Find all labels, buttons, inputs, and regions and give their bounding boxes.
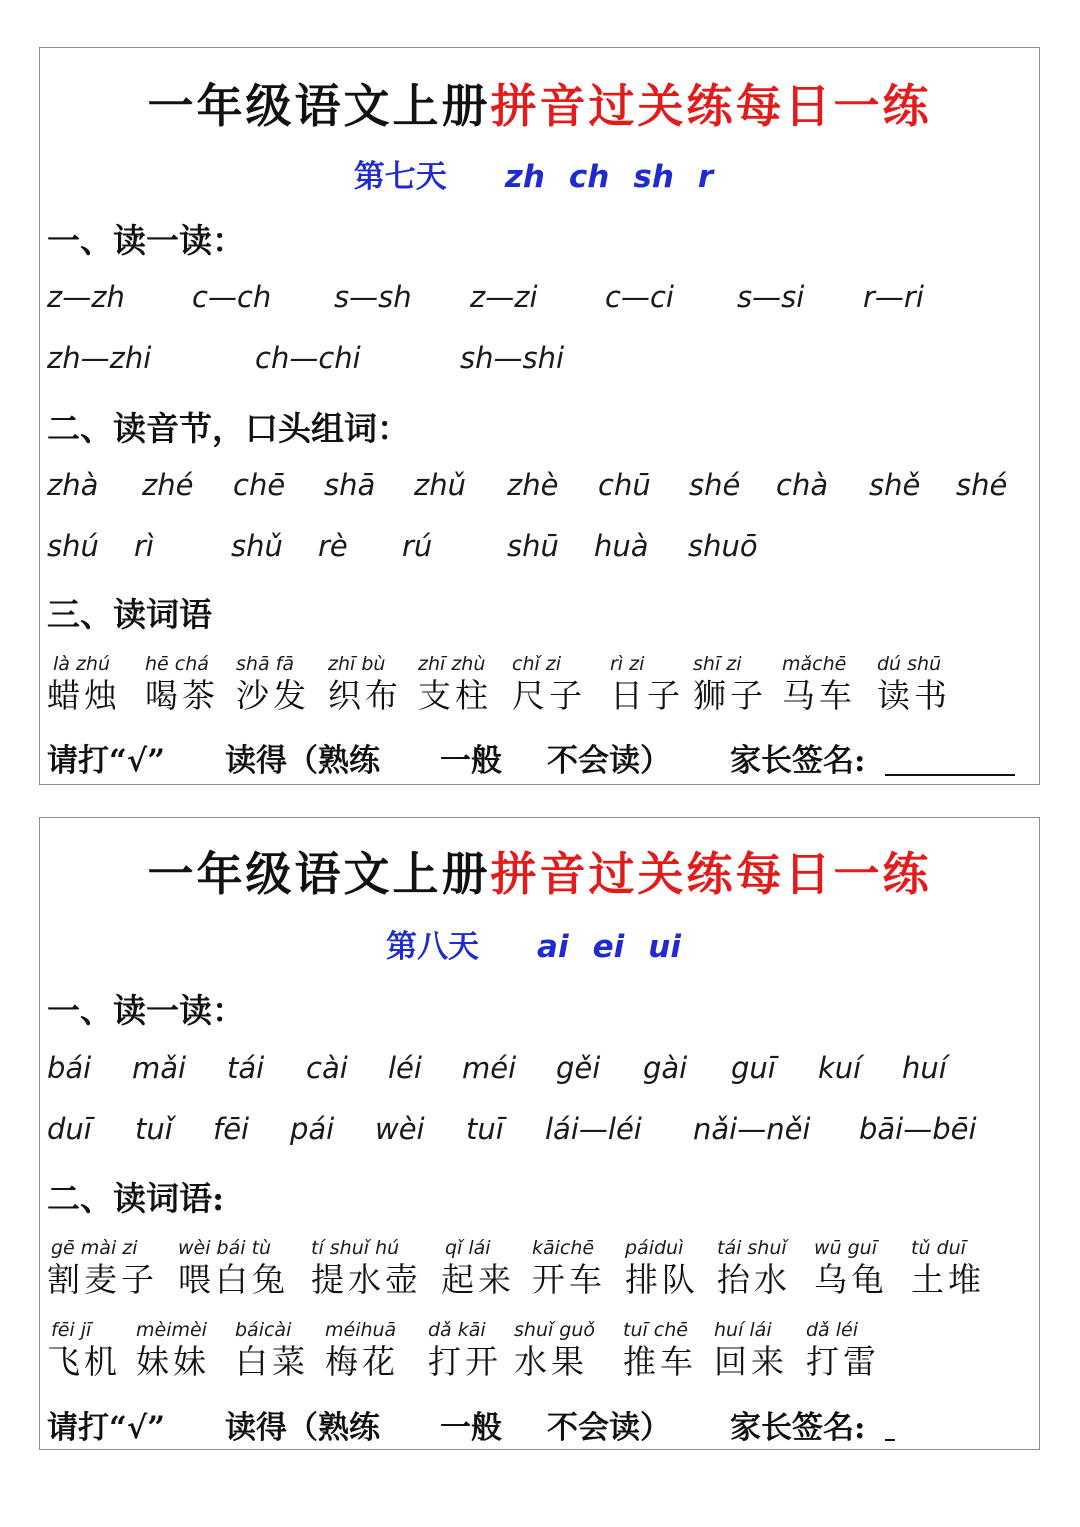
word-pinyin: tí shuǐ hú bbox=[311, 1237, 400, 1259]
word-pinyin: tái shuǐ bbox=[717, 1237, 787, 1259]
word-pinyin: kāichē bbox=[532, 1237, 595, 1259]
day-subtitle bbox=[40, 921, 1039, 966]
option-normal: 一般 bbox=[440, 1410, 502, 1446]
day-pinyin: zh bbox=[504, 159, 545, 195]
word-item bbox=[911, 1236, 1021, 1300]
check-instruction: 请打“√” bbox=[47, 1410, 166, 1446]
word-hanzi: 沙发 bbox=[236, 676, 310, 715]
pinyin-item: huí bbox=[902, 1051, 947, 1085]
word-pinyin: dú shū bbox=[877, 653, 942, 675]
pinyin-item: wèi bbox=[375, 1112, 425, 1146]
title-grade-subject: 一年级语文上册 bbox=[147, 79, 491, 133]
pinyin-item: ch—chi bbox=[255, 341, 361, 375]
word-hanzi: 支柱 bbox=[418, 676, 492, 715]
pinyin-item: z—zi bbox=[470, 280, 538, 314]
pinyin-item: s—sh bbox=[334, 280, 412, 314]
word-pinyin: chǐ zi bbox=[512, 653, 562, 675]
syllable-item: rì bbox=[134, 529, 154, 563]
day-label: 第七天 bbox=[353, 159, 447, 195]
word-pinyin: qǐ lái bbox=[445, 1237, 491, 1259]
pinyin-row bbox=[47, 1112, 1037, 1152]
word-pinyin: báicài bbox=[235, 1319, 292, 1341]
check-instruction: 请打“√” bbox=[47, 743, 166, 779]
read-level-label: 读得（熟练 bbox=[225, 743, 380, 779]
section-heading-syllables: 二、读音节，口头组词： bbox=[47, 409, 410, 448]
word-row bbox=[47, 1318, 1037, 1388]
word-pinyin: fēi jī bbox=[51, 1319, 92, 1341]
word-hanzi: 提水壶 bbox=[311, 1260, 422, 1299]
word-pinyin: shī zi bbox=[693, 653, 742, 675]
word-hanzi: 土堆 bbox=[911, 1260, 985, 1299]
pinyin-item: guī bbox=[731, 1051, 776, 1085]
word-hanzi: 白菜 bbox=[235, 1342, 309, 1381]
word-hanzi: 喝茶 bbox=[145, 676, 219, 715]
syllable-item: shǔ bbox=[231, 529, 283, 563]
word-item bbox=[178, 1236, 288, 1300]
word-hanzi: 蜡烛 bbox=[47, 676, 121, 715]
syllable-item: zhé bbox=[142, 468, 194, 502]
parent-signature-label: 家长签名: bbox=[730, 743, 866, 779]
pinyin-item: mǎi bbox=[132, 1051, 187, 1085]
pinyin-item: zh—zhi bbox=[47, 341, 152, 375]
option-cannot-read: 不会读） bbox=[547, 743, 671, 779]
word-hanzi: 乌龟 bbox=[814, 1260, 888, 1299]
word-hanzi: 水果 bbox=[514, 1342, 588, 1381]
syllable-item: chē bbox=[233, 468, 286, 502]
word-hanzi: 尺子 bbox=[512, 676, 586, 715]
pinyin-item: r—ri bbox=[863, 280, 924, 314]
syllable-item: zhà bbox=[47, 468, 99, 502]
word-item bbox=[877, 652, 987, 716]
day-subtitle bbox=[40, 151, 1039, 196]
word-pinyin: mǎchē bbox=[782, 653, 847, 675]
word-pinyin: gē mài zi bbox=[51, 1237, 138, 1259]
pinyin-item: méi bbox=[462, 1051, 517, 1085]
word-hanzi: 梅花 bbox=[325, 1342, 399, 1381]
word-hanzi: 马车 bbox=[782, 676, 856, 715]
syllable-item: shū bbox=[507, 529, 559, 563]
syllable-row bbox=[47, 529, 1037, 569]
word-pinyin: páiduì bbox=[625, 1237, 684, 1259]
word-hanzi: 回来 bbox=[714, 1342, 788, 1381]
pinyin-item: bāi—bēi bbox=[859, 1112, 977, 1146]
syllable-item: shé bbox=[956, 468, 1008, 502]
option-normal: 一般 bbox=[440, 743, 502, 779]
pinyin-item: gài bbox=[643, 1051, 688, 1085]
day-label: 第八天 bbox=[386, 929, 480, 965]
word-item bbox=[717, 1236, 827, 1300]
pinyin-item: tuǐ bbox=[135, 1112, 173, 1146]
word-pinyin: dǎ léi bbox=[806, 1319, 858, 1341]
word-pinyin: hē chá bbox=[145, 653, 209, 675]
pinyin-item: nǎi—něi bbox=[693, 1112, 811, 1146]
word-row bbox=[47, 1236, 1037, 1306]
word-hanzi: 读书 bbox=[877, 676, 951, 715]
section-heading-words: 三、读词语 bbox=[47, 595, 212, 634]
word-pinyin: wū guī bbox=[814, 1237, 878, 1259]
word-hanzi: 排队 bbox=[625, 1260, 699, 1299]
word-item bbox=[782, 652, 892, 716]
word-pinyin: shā fā bbox=[236, 653, 294, 675]
pinyin-item: s—si bbox=[737, 280, 805, 314]
syllable-item: rè bbox=[318, 529, 348, 563]
pinyin-item: sh—shi bbox=[460, 341, 565, 375]
word-hanzi: 妹妹 bbox=[136, 1342, 210, 1381]
syllable-item: shě bbox=[869, 468, 921, 502]
word-pinyin: dǎ kāi bbox=[428, 1319, 486, 1341]
pinyin-item: kuí bbox=[818, 1051, 862, 1085]
syllable-item: zhè bbox=[507, 468, 559, 502]
word-item bbox=[512, 652, 622, 716]
pinyin-item: fēi bbox=[213, 1112, 250, 1146]
pinyin-item: tuī bbox=[466, 1112, 504, 1146]
word-hanzi: 飞机 bbox=[47, 1342, 121, 1381]
pinyin-item: gěi bbox=[556, 1051, 601, 1085]
parent-signature-line[interactable] bbox=[885, 1439, 895, 1441]
word-hanzi: 喂白兔 bbox=[178, 1260, 289, 1299]
worksheet-card-day7 bbox=[39, 47, 1040, 785]
self-check-footer bbox=[47, 1402, 1037, 1446]
word-item bbox=[311, 1236, 421, 1300]
word-pinyin: tuī chē bbox=[623, 1319, 688, 1341]
pinyin-item: bái bbox=[47, 1051, 92, 1085]
word-hanzi: 打开 bbox=[428, 1342, 502, 1381]
word-hanzi: 开车 bbox=[532, 1260, 606, 1299]
day-pinyin: sh bbox=[633, 159, 674, 195]
day-pinyin: ai bbox=[537, 929, 569, 965]
word-hanzi: 抬水 bbox=[717, 1260, 791, 1299]
pinyin-row bbox=[47, 280, 1037, 320]
day-pinyin: ui bbox=[648, 929, 681, 965]
word-item bbox=[47, 1236, 161, 1300]
worksheet-title bbox=[40, 70, 1039, 136]
word-pinyin: huí lái bbox=[714, 1319, 772, 1341]
pinyin-item: z—zh bbox=[47, 280, 125, 314]
word-hanzi: 打雷 bbox=[806, 1342, 880, 1381]
word-row bbox=[47, 652, 1037, 722]
syllable-row bbox=[47, 468, 1037, 508]
pinyin-row bbox=[47, 341, 1037, 381]
parent-signature-label: 家长签名: bbox=[730, 1410, 866, 1446]
syllable-item: shú bbox=[47, 529, 99, 563]
day-pinyin: r bbox=[697, 159, 714, 195]
syllable-item: chà bbox=[776, 468, 829, 502]
syllable-item: shuō bbox=[688, 529, 758, 563]
syllable-item: huà bbox=[594, 529, 649, 563]
option-cannot-read: 不会读） bbox=[547, 1410, 671, 1446]
word-pinyin: mèimèi bbox=[136, 1319, 207, 1341]
pinyin-item: cài bbox=[306, 1051, 348, 1085]
worksheet-title bbox=[40, 838, 1039, 904]
title-grade-subject: 一年级语文上册 bbox=[147, 847, 491, 901]
word-pinyin: zhī bù bbox=[328, 653, 386, 675]
word-hanzi: 推车 bbox=[623, 1342, 697, 1381]
word-hanzi: 织布 bbox=[328, 676, 402, 715]
section-heading-read: 一、读一读： bbox=[47, 991, 245, 1030]
day-pinyin: ei bbox=[592, 929, 625, 965]
word-hanzi: 起来 bbox=[441, 1260, 515, 1299]
pinyin-item: pái bbox=[290, 1112, 335, 1146]
pinyin-item: léi bbox=[388, 1051, 422, 1085]
word-pinyin: wèi bái tù bbox=[178, 1237, 272, 1259]
word-pinyin: tǔ duī bbox=[911, 1237, 966, 1259]
word-hanzi: 割麦子 bbox=[47, 1260, 158, 1299]
word-item bbox=[325, 1318, 435, 1382]
word-item bbox=[514, 1318, 624, 1382]
word-pinyin: shuǐ guǒ bbox=[514, 1319, 596, 1341]
syllable-item: rú bbox=[402, 529, 433, 563]
section-heading-words: 二、读词语: bbox=[47, 1179, 225, 1218]
title-practice-name: 拼音过关练每日一练 bbox=[490, 79, 932, 133]
pinyin-item: c—ch bbox=[192, 280, 272, 314]
syllable-item: zhǔ bbox=[414, 468, 466, 502]
word-hanzi: 日子 bbox=[610, 676, 684, 715]
parent-signature-line[interactable] bbox=[885, 774, 1015, 776]
read-level-label: 读得（熟练 bbox=[225, 1410, 380, 1446]
pinyin-item: c—ci bbox=[605, 280, 674, 314]
worksheet-card-day8 bbox=[39, 817, 1040, 1450]
pinyin-item: duī bbox=[47, 1112, 92, 1146]
word-pinyin: rì zi bbox=[610, 653, 645, 675]
word-pinyin: méihuā bbox=[325, 1319, 397, 1341]
word-pinyin: zhī zhù bbox=[418, 653, 486, 675]
pinyin-item: tái bbox=[227, 1051, 265, 1085]
syllable-item: shé bbox=[689, 468, 741, 502]
title-practice-name: 拼音过关练每日一练 bbox=[490, 847, 932, 901]
word-hanzi: 狮子 bbox=[693, 676, 767, 715]
pinyin-item: lái—léi bbox=[545, 1112, 642, 1146]
day-pinyin: ch bbox=[568, 159, 610, 195]
word-item bbox=[814, 1236, 924, 1300]
self-check-footer bbox=[47, 735, 1037, 779]
word-item bbox=[136, 1318, 246, 1382]
section-heading-read: 一、读一读： bbox=[47, 221, 245, 260]
syllable-item: shā bbox=[324, 468, 376, 502]
syllable-item: chū bbox=[598, 468, 651, 502]
pinyin-row bbox=[47, 1051, 1037, 1091]
word-pinyin: là zhú bbox=[53, 653, 111, 675]
word-item bbox=[806, 1318, 916, 1382]
